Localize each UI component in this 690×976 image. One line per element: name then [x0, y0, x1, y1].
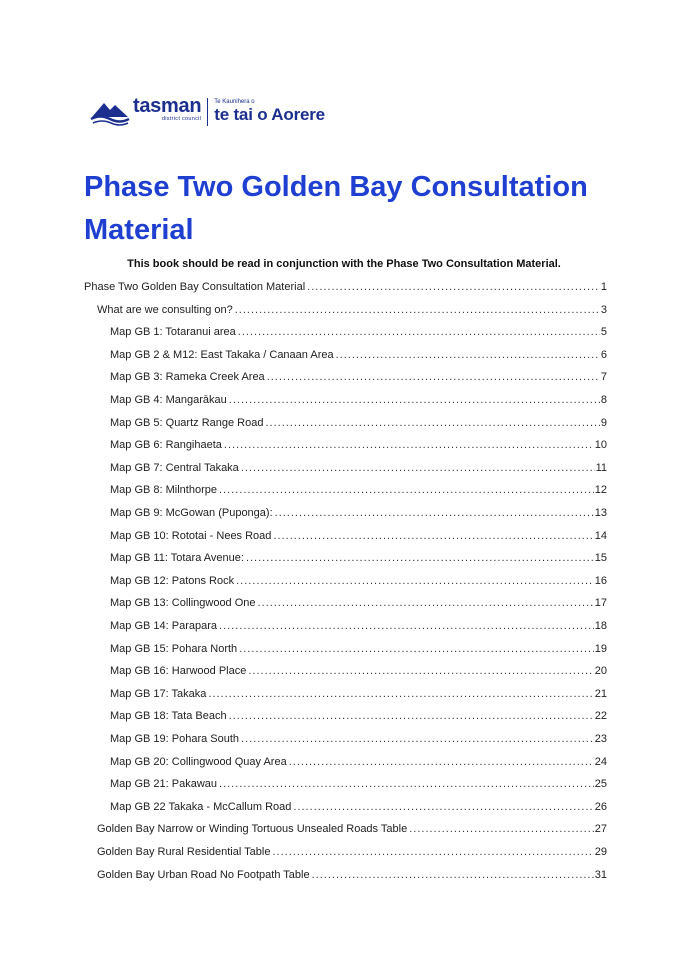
toc-dot-leader — [241, 733, 594, 745]
toc-entry[interactable] — [110, 394, 607, 410]
toc-dot-leader — [246, 552, 594, 564]
toc-entry-label: Map GB 5: Quartz Range Road — [110, 417, 264, 429]
toc-entry[interactable] — [110, 710, 607, 726]
toc-dot-leader — [229, 394, 600, 406]
toc-dot-leader — [229, 710, 594, 722]
toc-entry-page: 13 — [594, 507, 607, 519]
toc-entry-page: 5 — [600, 326, 607, 338]
toc-dot-leader — [312, 869, 594, 881]
toc-entry-label: Map GB 15: Pohara North — [110, 643, 238, 655]
toc-dot-leader — [236, 575, 594, 587]
toc-entry-page: 11 — [595, 462, 607, 474]
toc-entry[interactable] — [110, 484, 607, 500]
toc-entry-page: 1 — [600, 281, 607, 293]
toc-entry[interactable] — [110, 507, 607, 523]
toc-dot-leader — [272, 846, 593, 858]
toc-entry[interactable] — [110, 665, 607, 681]
toc-entry-label: Map GB 6: Rangihaeta — [110, 439, 222, 451]
toc-entry-label: Map GB 4: Mangarākau — [110, 394, 227, 406]
toc-entry-label: Phase Two Golden Bay Consultation Material — [84, 281, 306, 293]
toc-entry[interactable] — [97, 869, 607, 885]
toc-entry-label: Map GB 3: Rameka Creek Area — [110, 371, 265, 383]
toc-entry-label: Golden Bay Urban Road No Footpath Table — [97, 869, 310, 881]
logo-subtext: district council — [161, 116, 202, 122]
toc-entry-label: Map GB 11: Totara Avenue: — [110, 552, 244, 564]
toc-entry-label: Map GB 20: Collingwood Quay Area — [110, 756, 287, 768]
toc-entry-label: Map GB 1: Totaranui area — [110, 326, 236, 338]
toc-entry[interactable] — [110, 462, 607, 478]
toc-entry-page: 17 — [594, 597, 607, 609]
toc-entry-page: 22 — [594, 710, 607, 722]
toc-entry[interactable] — [110, 417, 607, 433]
toc-entry-page: 24 — [594, 756, 607, 768]
toc-entry[interactable] — [110, 778, 607, 794]
toc-entry-page: 3 — [600, 304, 607, 316]
toc-entry-page: 6 — [600, 349, 607, 361]
toc-entry-label: Map GB 19: Pohara South — [110, 733, 240, 745]
toc-entry-page: 26 — [594, 801, 607, 813]
toc-entry[interactable] — [110, 349, 607, 365]
toc-entry-page: 20 — [594, 665, 607, 677]
toc-entry-label: Map GB 16: Harwood Place — [110, 665, 247, 677]
toc-dot-leader — [208, 688, 593, 700]
council-logo — [90, 96, 325, 127]
toc-entry[interactable] — [110, 326, 607, 342]
toc-entry-page: 10 — [594, 439, 607, 451]
toc-entry[interactable] — [97, 304, 607, 320]
toc-entry[interactable] — [84, 281, 607, 297]
toc-dot-leader — [289, 756, 594, 768]
toc-entry-page: 15 — [594, 552, 607, 564]
toc-entry-page: 31 — [594, 869, 607, 881]
toc-entry-label: What are we consulting on? — [97, 304, 233, 316]
toc-dot-leader — [224, 439, 594, 451]
logo-wordmark: tasman — [133, 95, 202, 117]
toc-dot-leader — [248, 665, 593, 677]
page-title: Phase Two Golden Bay Consultation Material — [84, 171, 588, 246]
toc-dot-leader — [219, 620, 594, 632]
toc-entry-page: 21 — [594, 688, 607, 700]
toc-dot-leader — [336, 349, 600, 361]
toc-entry-label: Map GB 2 & M12: East Takaka / Canaan Area — [110, 349, 334, 361]
toc-entry-page: 8 — [600, 394, 607, 406]
toc-entry-label: Map GB 21: Pakawau — [110, 778, 218, 790]
toc-entry-label: Golden Bay Rural Residential Table — [97, 846, 271, 858]
toc-entry[interactable] — [110, 597, 607, 613]
toc-entry[interactable] — [110, 439, 607, 455]
toc-entry-page: 12 — [594, 484, 607, 496]
mountain-wave-logo-icon — [90, 97, 130, 127]
toc-entry-label: Map GB 9: McGowan (Puponga): — [110, 507, 273, 519]
toc-dot-leader — [258, 597, 594, 609]
logo-divider — [207, 98, 208, 126]
toc-dot-leader — [267, 371, 600, 383]
toc-entry[interactable] — [110, 620, 607, 636]
toc-entry-page: 9 — [600, 417, 607, 429]
toc-dot-leader — [241, 462, 595, 474]
toc-dot-leader — [265, 417, 599, 429]
toc-entry[interactable] — [110, 756, 607, 772]
toc-entry-page: 29 — [594, 846, 607, 858]
logo-maori-caption: Te Kaunihera o — [214, 99, 255, 105]
toc-entry-label: Map GB 12: Patons Rock — [110, 575, 235, 587]
logo-maori-name: te tai o Aorere — [214, 105, 325, 124]
toc-entry-page: 25 — [594, 778, 607, 790]
toc-dot-leader — [273, 530, 593, 542]
toc-entry-label: Golden Bay Narrow or Winding Tortuous Unsealed Roads Table — [97, 823, 408, 835]
toc-entry-label: Map GB 22 Takaka - McCallum Road — [110, 801, 292, 813]
toc-entry[interactable] — [110, 643, 607, 659]
toc-entry-page: 16 — [594, 575, 607, 587]
toc-dot-leader — [219, 484, 594, 496]
toc-entry[interactable] — [110, 733, 607, 749]
toc-entry-label: Map GB 8: Milnthorpe — [110, 484, 217, 496]
toc-entry-page: 19 — [594, 643, 607, 655]
toc-entry-page: 7 — [600, 371, 607, 383]
toc-dot-leader — [238, 326, 600, 338]
toc-entry-label: Map GB 17: Takaka — [110, 688, 207, 700]
toc-entry[interactable] — [110, 575, 607, 591]
toc-entry[interactable] — [97, 846, 607, 862]
toc-entry[interactable] — [97, 823, 607, 839]
toc-entry-page: 23 — [594, 733, 607, 745]
page-subtitle: This book should be read in conjunction with the Phase Two Consultation Material. — [127, 258, 561, 270]
toc-dot-leader — [235, 304, 600, 316]
toc-entry-label: Map GB 7: Central Takaka — [110, 462, 239, 474]
toc-entry-label: Map GB 14: Parapara — [110, 620, 218, 632]
toc-entry-page: 18 — [594, 620, 607, 632]
toc-dot-leader — [275, 507, 594, 519]
toc-dot-leader — [409, 823, 594, 835]
toc-entry-label: Map GB 13: Collingwood One — [110, 597, 256, 609]
toc-entry[interactable] — [110, 801, 607, 817]
toc-entry-label: Map GB 10: Rototai - Nees Road — [110, 530, 272, 542]
toc-dot-leader — [219, 778, 594, 790]
toc-entry-page: 14 — [594, 530, 607, 542]
toc-entry[interactable] — [110, 688, 607, 704]
toc-entry-page: 27 — [594, 823, 607, 835]
toc-dot-leader — [293, 801, 593, 813]
toc-entry[interactable] — [110, 371, 607, 387]
toc-entry[interactable] — [110, 552, 607, 568]
toc-entry[interactable] — [110, 530, 607, 546]
toc-dot-leader — [307, 281, 600, 293]
toc-entry-label: Map GB 18: Tata Beach — [110, 710, 227, 722]
toc-dot-leader — [239, 643, 594, 655]
